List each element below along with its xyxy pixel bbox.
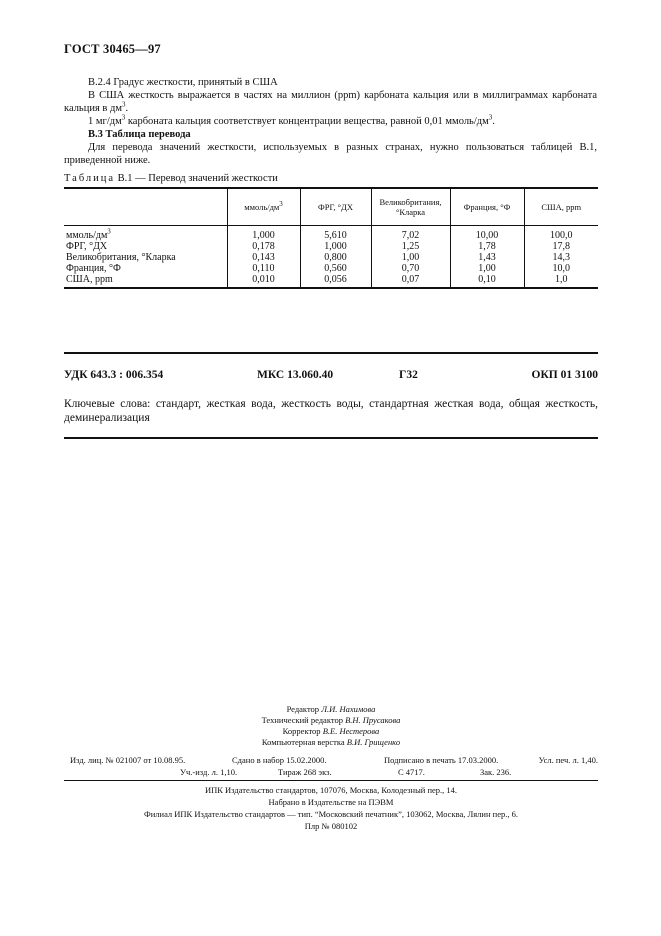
table-cell: 1,0 [524, 274, 598, 288]
punct: . [125, 103, 129, 114]
table-cell: 100,0 [524, 226, 598, 242]
divider-bottom [64, 437, 598, 439]
row-label [64, 226, 227, 242]
table-cell: 0,70 [371, 263, 450, 274]
superscript: 3 [122, 100, 126, 109]
credit-role: Компьютерная верстка [261, 737, 345, 747]
section-b3-text: Для перевода значений жесткости, используемых в разных странах, нужно пользоваться таблицей В.1, приведенной ниже. [64, 142, 597, 166]
table-cell: 0,056 [300, 274, 371, 288]
credit-role: Корректор [282, 726, 321, 736]
table-row [64, 252, 598, 263]
pub-signed: Подписано в печать 17.03.2000. [384, 755, 499, 765]
table-cell: 0,110 [227, 263, 300, 274]
table-cell: 17,8 [524, 241, 598, 252]
table-caption [64, 173, 278, 184]
pub-print-run: Тираж 268 экз. [278, 767, 332, 777]
divider-top [64, 352, 598, 354]
header-text: ммоль/дм [244, 202, 280, 212]
pub-license: Изд. лиц. № 021007 от 10.08.95. [70, 755, 186, 765]
superscript: 3 [121, 113, 126, 122]
table-cell: 5,610 [300, 226, 371, 242]
section-b24-note [64, 115, 597, 128]
caption-word: Таблица [64, 173, 116, 184]
table-cell: 0,07 [371, 274, 450, 288]
table-cell: 1,000 [300, 241, 371, 252]
credit-role: Редактор [286, 704, 320, 714]
table-header-france: Франция, °Ф [450, 188, 524, 226]
table-cell: 1,00 [450, 263, 524, 274]
keywords: Ключевые слова: стандарт, жесткая вода, жесткость воды, стандартная жесткая вода, общая жесткость, деминерализация [64, 398, 598, 424]
superscript: 3 [107, 227, 111, 236]
credit-name: Л.И. Нахимова [321, 704, 376, 714]
table-cell: 10,0 [524, 263, 598, 274]
credit-editor [64, 704, 598, 715]
superscript: 3 [488, 113, 493, 122]
document-code: ГОСТ 30465—97 [64, 42, 161, 56]
note-part: карбоната кальция соответствует концентрации вещества, равной 0,01 ммоль/дм [125, 116, 489, 127]
table-cell: 0,800 [300, 252, 371, 263]
table-cell: 14,3 [524, 252, 598, 263]
publisher-footer [64, 784, 598, 832]
credit-name: В.Н. Прусакова [345, 715, 401, 725]
table-cell: 0,143 [227, 252, 300, 263]
table-cell: 0,178 [227, 241, 300, 252]
table-cell: 1,00 [371, 252, 450, 263]
divider-publication [64, 780, 598, 781]
credit-layout [64, 737, 598, 748]
credit-role: Технический редактор [261, 715, 343, 725]
section-b24-text [64, 89, 597, 115]
table-cell: 0,010 [227, 274, 300, 288]
row-label: Великобритания, °Кларка [66, 252, 176, 263]
section-b3-title: В.3 Таблица перевода [88, 129, 191, 140]
table-cell: 10,00 [450, 226, 524, 242]
table-row [64, 241, 598, 252]
credit-name: В.Е. Нестерова [322, 726, 380, 736]
table-cell: 7,02 [371, 226, 450, 242]
conversion-table [64, 187, 598, 289]
branch-address: Филиал ИПК Издательство стандартов — тип. “Московский печатник”, 103062, Москва, Лялин пер., 6. [144, 809, 518, 819]
table-row [64, 226, 598, 242]
caption-text: В.1 — Перевод значений жесткости [117, 173, 278, 184]
credit-name: В.И. Грищенко [346, 737, 401, 747]
table-header-gb: Великобритания, °Кларка [371, 188, 450, 226]
punct: . [492, 116, 495, 127]
credit-corrector [64, 726, 598, 737]
table-header-frg: ФРГ, °ДХ [300, 188, 371, 226]
pub-sheets: Усл. печ. л. 1,40. [538, 755, 598, 765]
typeset-note: Набрано в Издательстве на ПЭВМ [268, 797, 394, 807]
table-cell: 0,560 [300, 263, 371, 274]
b24-text-body: В США жесткость выражается в частях на миллион (ppm) карбоната кальция или в миллиграммах карбоната кальция в дм [64, 90, 597, 114]
table-cell: 1,25 [371, 241, 450, 252]
row-label: ФРГ, °ДХ [66, 241, 108, 252]
plr-number: Плр № 080102 [304, 821, 358, 831]
pub-edition-sheets: Уч.-изд. л. 1,10. [180, 767, 238, 777]
table-header-usa: США, ppm [524, 188, 598, 226]
table-row [64, 263, 598, 274]
mks-code: МКС 13.060.40 [257, 369, 334, 381]
superscript: 3 [279, 200, 283, 209]
publisher-address: ИПК Издательство стандартов, 107076, Москва, Колодезный пер., 14. [204, 785, 458, 795]
pub-c-number: С 4717. [398, 767, 425, 777]
row-label: Франция, °Ф [66, 263, 121, 274]
pub-order: Зак. 236. [480, 767, 512, 777]
table-header-empty [64, 188, 227, 226]
okp-code: ОКП 01 3100 [531, 369, 598, 381]
credits [64, 704, 598, 748]
pub-submitted: Сдано в набор 15.02.2000. [232, 755, 327, 765]
table-cell: 0,10 [450, 274, 524, 288]
table-header-row [64, 188, 598, 226]
table-cell: 1,000 [227, 226, 300, 242]
row-label: США, ppm [64, 274, 227, 288]
table-cell: 1,43 [450, 252, 524, 263]
g-code: Г32 [399, 369, 418, 381]
section-b24-title: В.2.4 Градус жесткости, принятый в США [88, 77, 278, 88]
label-text: ммоль/дм [66, 230, 108, 241]
udk-code: УДК 643.3 : 006.354 [64, 369, 164, 381]
table-header-mmol [227, 188, 300, 226]
credit-tech-editor [64, 715, 598, 726]
table-row [64, 274, 598, 288]
note-part: 1 мг/дм [88, 116, 122, 127]
section-text [64, 76, 597, 167]
table-cell: 1,78 [450, 241, 524, 252]
